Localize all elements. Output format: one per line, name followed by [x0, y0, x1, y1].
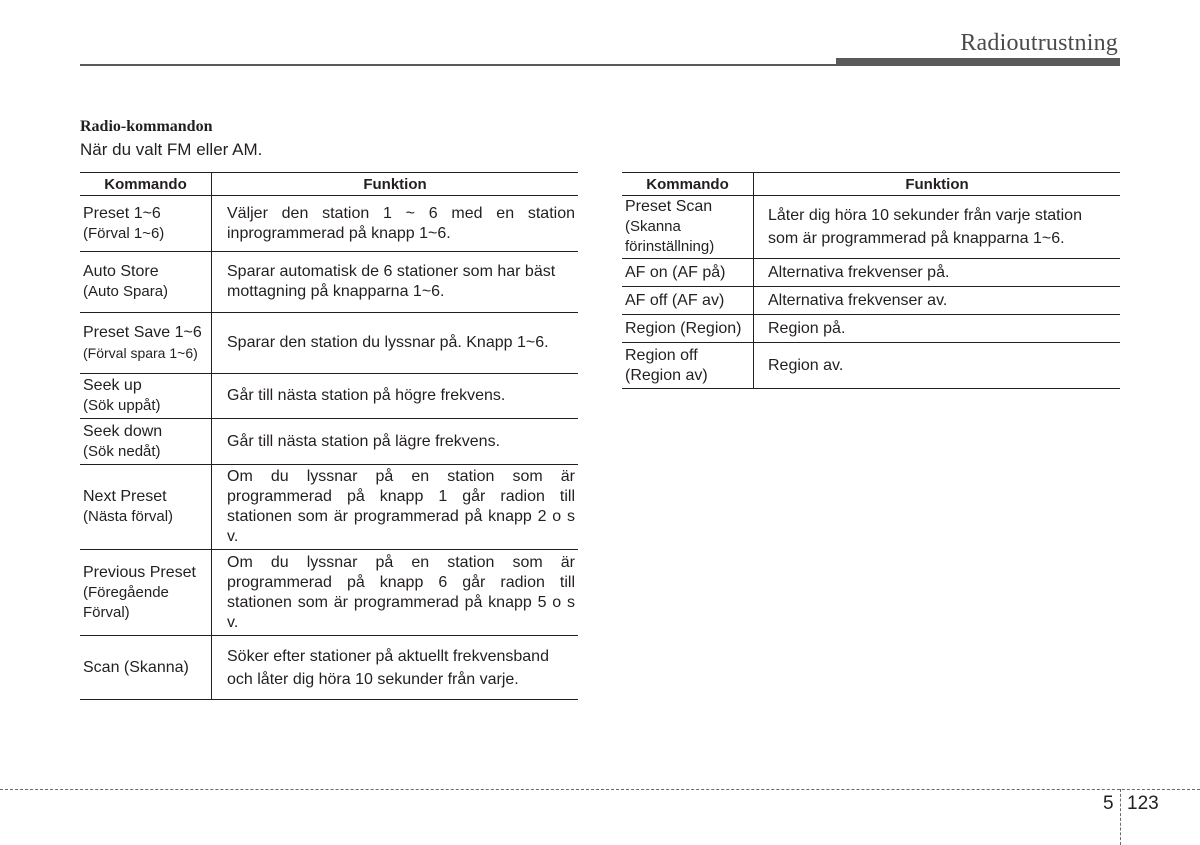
footer-divider [0, 789, 1200, 790]
page-header-title: Radioutrustning [960, 30, 1118, 56]
command-cell [622, 259, 754, 287]
command-translation: (Auto Spara) [83, 283, 169, 300]
table-header-row [622, 173, 1120, 196]
command-translation: (Föregående [83, 583, 169, 601]
function-cell: Om du lyssnar på en station som är programmerad på knapp 1 går radion till stationen som är programmerad på knapp 2 o s v. [212, 465, 579, 550]
page-number: 123 [1127, 793, 1159, 814]
command-name: Seek down [83, 422, 163, 440]
table-row [622, 315, 1120, 343]
footer-page-divider [1120, 789, 1121, 845]
table-row [80, 374, 578, 419]
command-translation: (Förval spara 1~6) [83, 345, 198, 361]
table-row [622, 196, 1120, 259]
function-cell: Söker efter stationer på aktuellt frekvensband och låter dig höra 10 sekunder från varje. [212, 636, 579, 700]
header-rule-accent [836, 58, 1120, 66]
command-translation: (Sök uppåt) [83, 397, 161, 414]
chapter-number: 5 [1103, 793, 1114, 814]
command-cell [80, 550, 212, 636]
table-row [80, 636, 578, 700]
function-cell: Sparar den station du lyssnar på. Knapp 1~6. [212, 313, 579, 374]
command-translation: (Förval 1~6) [83, 224, 165, 242]
command-translation-cont: Förval) [83, 603, 130, 621]
command-translation: (Region av) [625, 366, 708, 384]
command-cell [80, 313, 212, 374]
radio-commands-table-left [80, 172, 578, 700]
command-name: Seek up [83, 377, 142, 394]
function-cell: Alternativa frekvenser av. [754, 287, 1121, 315]
function-cell: Sparar automatisk de 6 stationer som har bäst mottagning på knapparna 1~6. [212, 252, 579, 313]
function-cell: Om du lyssnar på en station som är programmerad på knapp 6 går radion till stationen som är programmerad på knapp 5 o s v. [212, 550, 579, 636]
command-name: Preset Save 1~6 [83, 324, 202, 341]
command-name: Auto Store [83, 263, 159, 280]
column-header-function: Funktion [754, 173, 1121, 196]
command-cell [80, 636, 212, 700]
command-cell [80, 374, 212, 419]
command-cell [80, 196, 212, 252]
command-cell [622, 287, 754, 315]
column-header-function: Funktion [212, 173, 579, 196]
section-title: Radio-kommandon [80, 118, 213, 135]
radio-commands-table-right [622, 172, 1120, 389]
command-cell [622, 343, 754, 389]
command-cell [80, 252, 212, 313]
command-name: Preset Scan [625, 198, 713, 215]
command-translation: (Sök nedåt) [83, 442, 161, 460]
table-row [80, 196, 578, 252]
column-header-command: Kommando [622, 173, 754, 196]
table-row [80, 465, 578, 550]
function-cell: Region på. [754, 315, 1121, 343]
table-header-row [80, 173, 578, 196]
command-name: Scan (Skanna) [83, 658, 189, 676]
command-name: AF on (AF på) [625, 263, 726, 281]
function-cell: Väljer den station 1 ~ 6 med en station inprogrammerad på knapp 1~6. [212, 196, 579, 252]
function-cell: Alternativa frekvenser på. [754, 259, 1121, 287]
command-name: AF off (AF av) [625, 291, 725, 309]
command-name: Preset 1~6 [83, 204, 161, 222]
command-cell [622, 196, 754, 259]
command-cell [80, 465, 212, 550]
table-row [80, 252, 578, 313]
function-cell: Går till nästa station på lägre frekvens. [212, 419, 579, 465]
command-translation: (Nästa förval) [83, 508, 174, 525]
function-cell: Låter dig höra 10 sekunder från varje station som är programmerad på knapparna 1~6. [754, 196, 1121, 259]
command-name: Next Preset [83, 488, 167, 505]
command-cell [622, 315, 754, 343]
command-translation: (Skanna [625, 218, 681, 235]
command-cell [80, 419, 212, 465]
header-rule [80, 64, 836, 66]
table-row [622, 287, 1120, 315]
table-row [622, 343, 1120, 389]
command-name: Previous Preset [83, 563, 196, 581]
section-subtitle: När du valt FM eller AM. [80, 140, 263, 159]
command-name: Region (Region) [625, 319, 742, 337]
command-translation-cont: förinställning) [625, 238, 715, 255]
function-cell: Region av. [754, 343, 1121, 389]
column-header-command: Kommando [80, 173, 212, 196]
table-row [80, 550, 578, 636]
command-name: Region off [625, 346, 698, 364]
table-row [80, 313, 578, 374]
table-row [622, 259, 1120, 287]
table-row [80, 419, 578, 465]
function-cell: Går till nästa station på högre frekvens. [212, 374, 579, 419]
